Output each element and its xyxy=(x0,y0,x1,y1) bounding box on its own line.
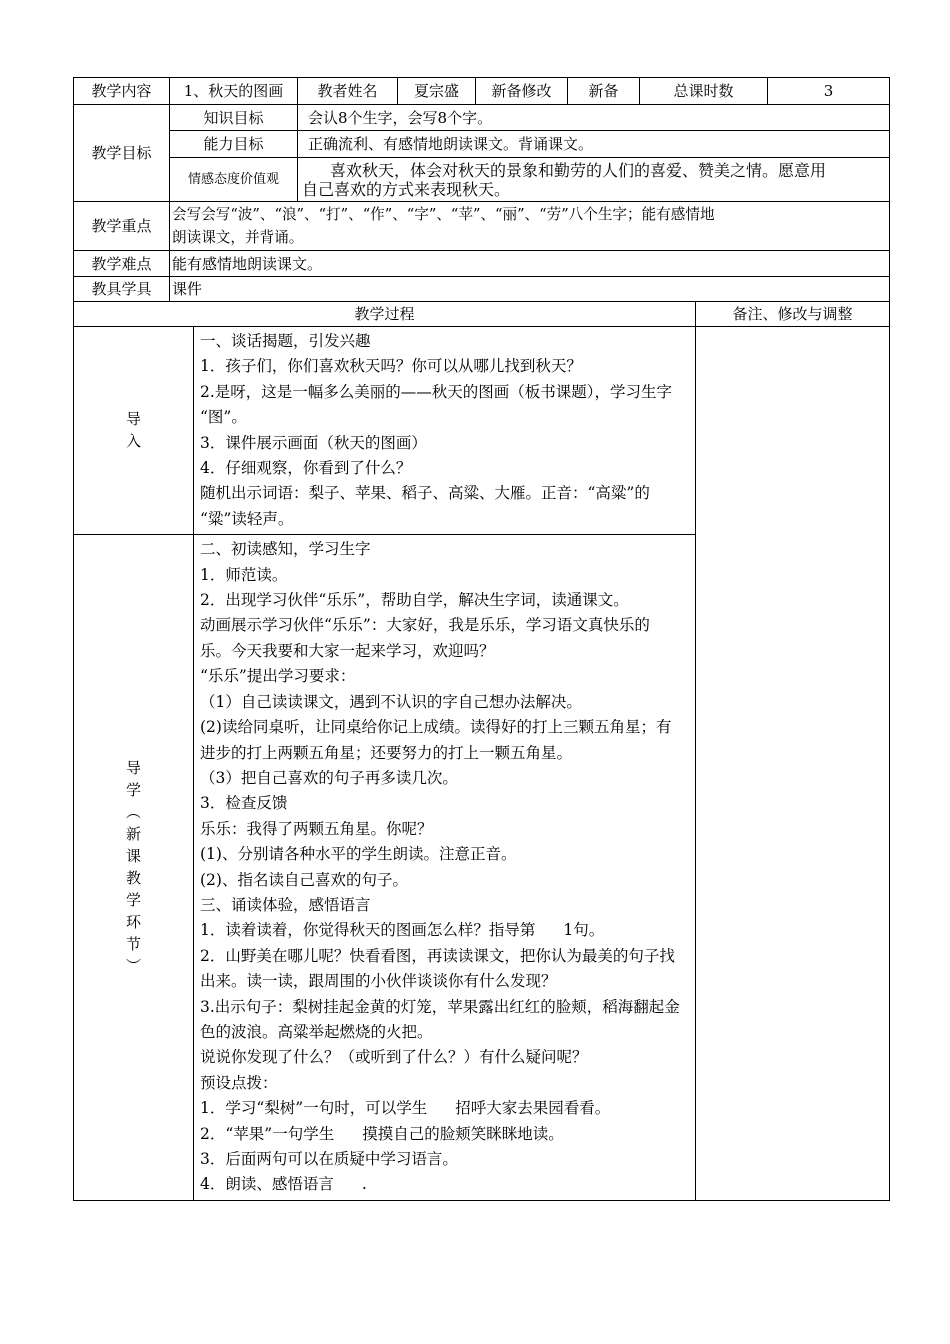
header-row xyxy=(74,78,890,105)
guide-line xyxy=(200,918,689,943)
guide-line: 乐。今天我要和大家一起来学习，欢迎吗？ xyxy=(200,641,495,660)
goal-knowledge-row xyxy=(74,105,890,131)
guide-line-part: 1句。 xyxy=(563,921,605,940)
guide-line: 出来。读一读，跟周围的小伙伴谈谈你有什么发现？ xyxy=(200,972,557,991)
attitude-text xyxy=(298,158,890,202)
intro-line: 2.是呀，这是一幅多么美丽的——秋天的图画（板书课题），学习生字 xyxy=(200,382,673,401)
guide-side-text xyxy=(125,757,143,977)
guide-line: 2．山野美在哪儿呢？快看看图，再读读课文，把你认为最美的句子找 xyxy=(200,946,675,965)
guide-line: 1．师范读。 xyxy=(200,565,288,584)
guide-side-char: 学 xyxy=(125,891,141,910)
process-header-row xyxy=(74,302,890,327)
guide-line-part: . xyxy=(361,1175,367,1194)
guide-line: 3．检查反馈 xyxy=(200,794,288,813)
guide-line-part: 1．学习“梨树”一句时，可以学生 xyxy=(200,1099,428,1118)
ability-text: 正确流利、有感情地朗读课文。背诵课文。 xyxy=(298,131,890,158)
ability-label: 能力目标 xyxy=(170,131,298,158)
teacher-label: 教者姓名 xyxy=(298,78,398,105)
guide-side-char: ︶ xyxy=(125,957,141,976)
content-label: 教学内容 xyxy=(74,78,170,105)
guide-side-char: 导 xyxy=(125,759,141,778)
intro-line: “图”。 xyxy=(200,408,247,427)
guide-line: 色的波浪。高粱举起燃烧的火把。 xyxy=(200,1022,433,1041)
goals-label: 教学目标 xyxy=(74,105,170,202)
intro-line: 3．课件展示画面（秋天的图画） xyxy=(200,433,427,452)
tools-label: 教具学具 xyxy=(74,277,170,302)
revision-label: 新备修改 xyxy=(476,78,568,105)
intro-side-char-1: 导 xyxy=(125,410,141,429)
attitude-label: 情感态度价值观 xyxy=(170,158,298,202)
guide-side-char: 教 xyxy=(125,869,141,888)
guide-line: （1）自己读读课文，遇到不认识的字自己想办法解决。 xyxy=(200,692,582,711)
guide-side-char: 学 xyxy=(125,781,141,800)
notes-label: 备注、修改与调整 xyxy=(696,302,890,327)
hours-label: 总课时数 xyxy=(640,78,768,105)
guide-line: 预设点拨： xyxy=(200,1073,278,1092)
key-points-label: 教学重点 xyxy=(74,202,170,251)
teacher-name: 夏宗盛 xyxy=(398,78,476,105)
difficulty-row xyxy=(74,251,890,277)
guide-side-label xyxy=(74,535,194,1201)
guide-side-char: 课 xyxy=(125,847,141,866)
guide-line xyxy=(200,1096,689,1121)
lesson-plan-page xyxy=(73,77,889,1201)
guide-line: (1)、分别请各种水平的学生朗读。注意正音。 xyxy=(200,845,517,864)
guide-line-part: 招呼大家去果园看看。 xyxy=(455,1099,611,1118)
lesson-title: 1、秋天的图画 xyxy=(170,78,298,105)
guide-line: 进步的打上两颗五角星；还要努力的打上一颗五角星。 xyxy=(200,743,573,762)
notes-column xyxy=(696,327,890,1201)
guide-line-part: 摸摸自己的脸颊笑眯眯地读。 xyxy=(362,1124,564,1143)
key-points-row xyxy=(74,202,890,251)
hours-value: 3 xyxy=(768,78,890,105)
knowledge-text: 会认8个生字，会写8个字。 xyxy=(298,105,890,131)
attitude-line-2: 自己喜欢的方式来表现秋天。 xyxy=(302,179,511,199)
key-points-line-1: 会写会写“波”、“浪”、“打”、“作”、“字”、“苹”、“丽”、“劳”八个生字；能有感情地 xyxy=(172,206,715,223)
intro-content xyxy=(194,327,696,535)
guide-line: 3．后面两句可以在质疑中学习语言。 xyxy=(200,1150,458,1168)
tools-row xyxy=(74,277,890,302)
tools-text: 课件 xyxy=(170,277,890,302)
guide-side-char: 环 xyxy=(125,913,141,932)
intro-line: “粱”读轻声。 xyxy=(200,509,294,528)
guide-side-char: ︵ xyxy=(125,803,141,822)
guide-line-part: 2．“苹果”一句学生 xyxy=(200,1124,335,1143)
goal-ability-row xyxy=(74,131,890,158)
guide-line: 二、初读感知，学习生字 xyxy=(200,540,371,559)
process-label: 教学过程 xyxy=(74,302,696,327)
key-points-text xyxy=(170,202,890,251)
guide-line: 乐乐：我得了两颗五角星。你呢？ xyxy=(200,819,433,838)
guide-side-char: 新 xyxy=(125,825,141,844)
guide-line xyxy=(200,1172,689,1197)
intro-side-label xyxy=(74,327,194,535)
guide-line-part: 4．朗读、感悟语言 xyxy=(200,1175,334,1194)
intro-line: 4．仔细观察，你看到了什么？ xyxy=(200,459,412,478)
attitude-line-1: 喜欢秋天，体会对秋天的景象和勤劳的人们的喜爱、赞美之情。愿意用 xyxy=(330,160,827,180)
guide-line: 3.出示句子：梨树挂起金黄的灯笼，苹果露出红红的脸颊，稻海翻起金 xyxy=(200,997,680,1016)
guide-line: 动画展示学习伙伴“乐乐”：大家好，我是乐乐，学习语文真快乐的 xyxy=(200,616,650,635)
intro-row xyxy=(74,327,890,535)
goal-attitude-row xyxy=(74,158,890,202)
difficulty-label: 教学难点 xyxy=(74,251,170,277)
guide-line: “乐乐”提出学习要求： xyxy=(200,667,356,686)
revision-value: 新备 xyxy=(568,78,640,105)
key-points-line-2: 朗读课文，并背诵。 xyxy=(172,229,304,246)
intro-line: 一、谈话揭题，引发兴趣 xyxy=(200,332,371,350)
difficulty-text: 能有感情地朗读课文。 xyxy=(170,251,890,277)
guide-side-char: 节 xyxy=(125,935,141,954)
guide-line xyxy=(200,1122,689,1147)
intro-line: 1．孩子们，你们喜欢秋天吗？你可以从哪儿找到秋天？ xyxy=(200,357,582,376)
intro-line: 随机出示词语：梨子、苹果、稻子、高粱、大雁。正音：“高粱”的 xyxy=(200,484,650,503)
guide-line: （3）把自己喜欢的句子再多读几次。 xyxy=(200,768,458,787)
guide-line: 说说你发现了什么？（或听到了什么？）有什么疑问呢？ xyxy=(200,1048,588,1067)
lesson-plan-table xyxy=(73,77,890,1201)
guide-line: 三、诵读体验，感悟语言 xyxy=(200,895,371,914)
guide-content xyxy=(194,535,696,1201)
knowledge-label: 知识目标 xyxy=(170,105,298,131)
guide-line: (2)、指名读自己喜欢的句子。 xyxy=(200,870,408,889)
guide-line-part: 1．读着读着，你觉得秋天的图画怎么样？指导第 xyxy=(200,921,536,940)
guide-line: 2．出现学习伙伴“乐乐”，帮助自学，解决生字词，读通课文。 xyxy=(200,591,629,610)
intro-side-text xyxy=(125,408,143,452)
intro-side-char-2: 入 xyxy=(125,432,141,451)
guide-line: (2)读给同桌听，让同桌给你记上成绩。读得好的打上三颗五角星；有 xyxy=(200,718,672,737)
